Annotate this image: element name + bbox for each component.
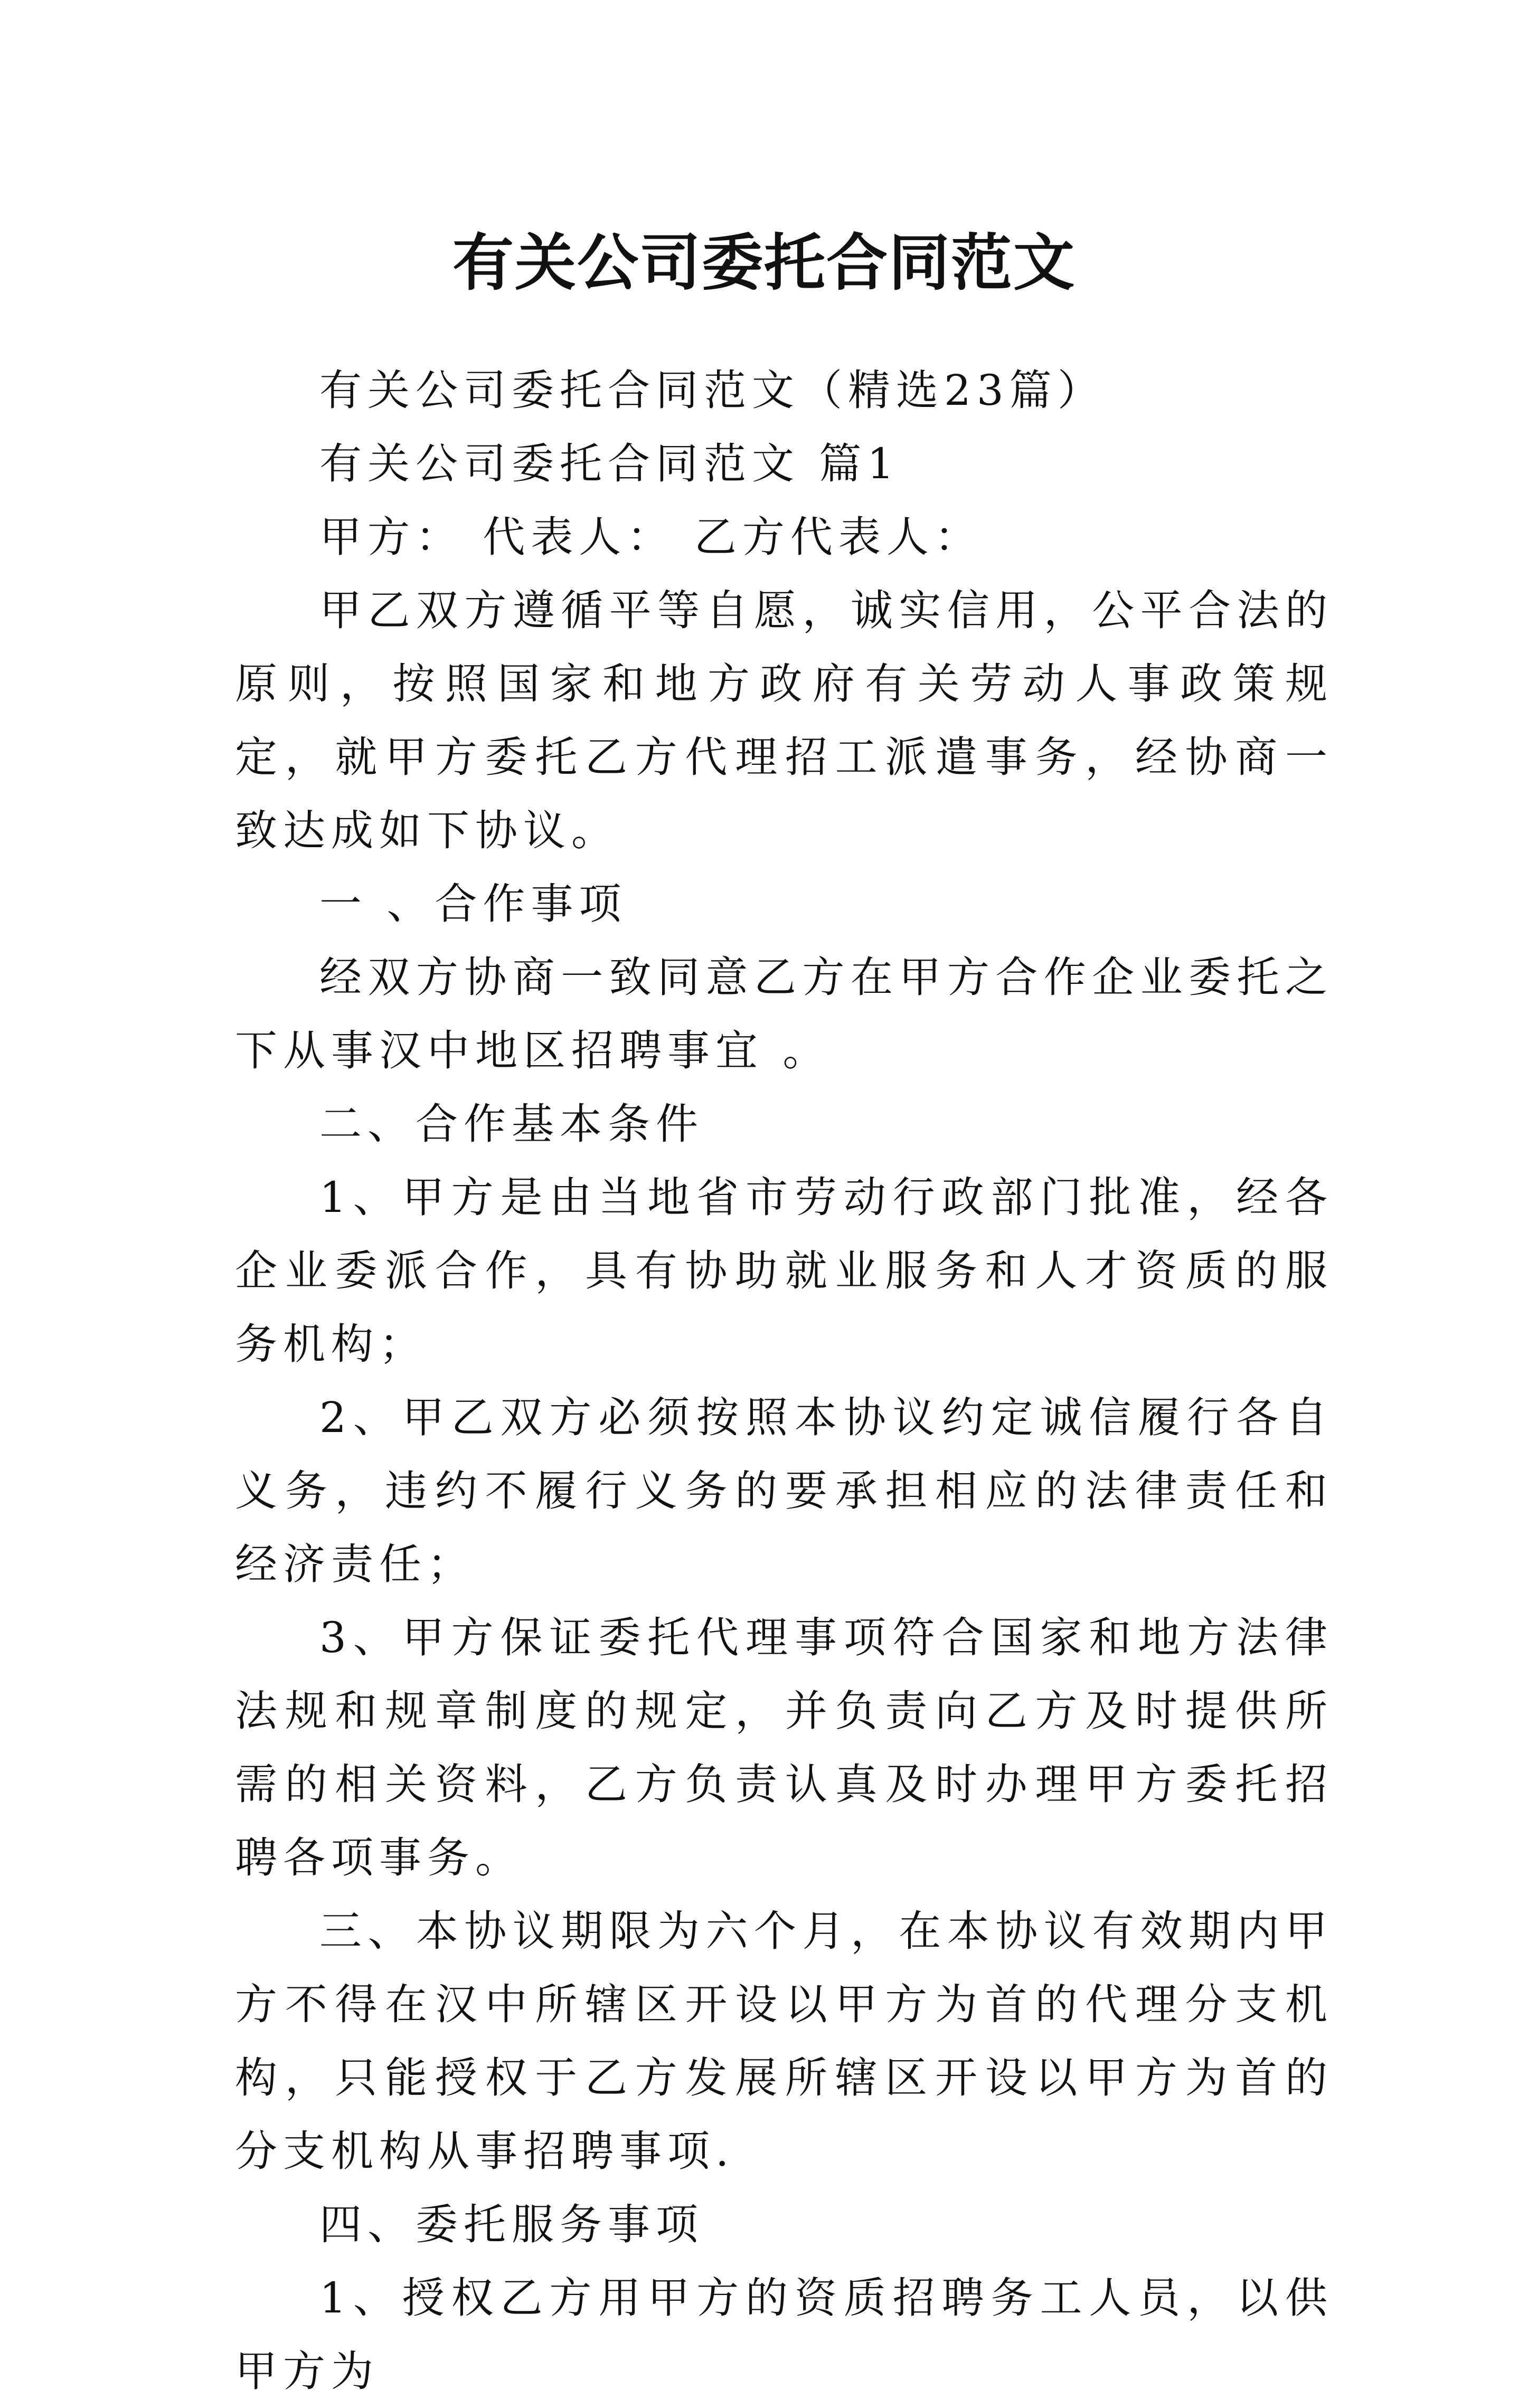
document-title: 有关公司委托合同范文	[452, 226, 1076, 299]
paragraph-service-1: 1、授权乙方用甲方的资质招聘务工人员，以供甲方为	[235, 2273, 1333, 2396]
paragraph-cooperation-scope: 经双方协商一致同意乙方在甲方合作企业委托之下从事汉中地区招聘事宜 。	[235, 953, 1333, 1075]
paragraph-heading-services: 四、委托服务事项	[319, 2200, 704, 2249]
paragraph-section-heading: 有关公司委托合同范文 篇1	[319, 439, 900, 488]
paragraph-heading-cooperation: 一 、合作事项	[319, 879, 627, 928]
paragraph-parties: 甲方： 代表人： 乙方代表人：	[319, 513, 983, 562]
paragraph-condition-3: 3、甲方保证委托代理事项符合国家和地方法律法规和规章制度的规定，并负责向乙方及时提供所需的相关资料，乙方负责认真及时办理甲方委托招聘各项事务。	[235, 1613, 1333, 1882]
paragraph-condition-1: 1、甲方是由当地省市劳动行政部门批准，经各企业委派合作，具有协助就业服务和人才资质的服务机构；	[235, 1173, 1333, 1369]
paragraph-term: 三、本协议期限为六个月，在本协议有效期内甲方不得在汉中所辖区开设以甲方为首的代理分支机构，只能授权于乙方发展所辖区开设以甲方为首的分支机构从事招聘事项.	[235, 1907, 1333, 2176]
document-body	[235, 354, 1333, 2408]
paragraph-heading-conditions: 二、合作基本条件	[319, 1099, 704, 1149]
paragraph-preamble: 甲乙双方遵循平等自愿，诚实信用，公平合法的原则，按照国家和地方政府有关劳动人事政策规定，就甲方委托乙方代理招工派遣事务，经协商一致达成如下协议。	[235, 586, 1333, 855]
paragraph-condition-2: 2、甲乙双方必须按照本协议约定诚信履行各自义务，违约不履行义务的要承担相应的法律责任和经济责任；	[235, 1393, 1333, 1589]
paragraph-intro: 有关公司委托合同范文（精选23篇）	[319, 366, 1106, 415]
